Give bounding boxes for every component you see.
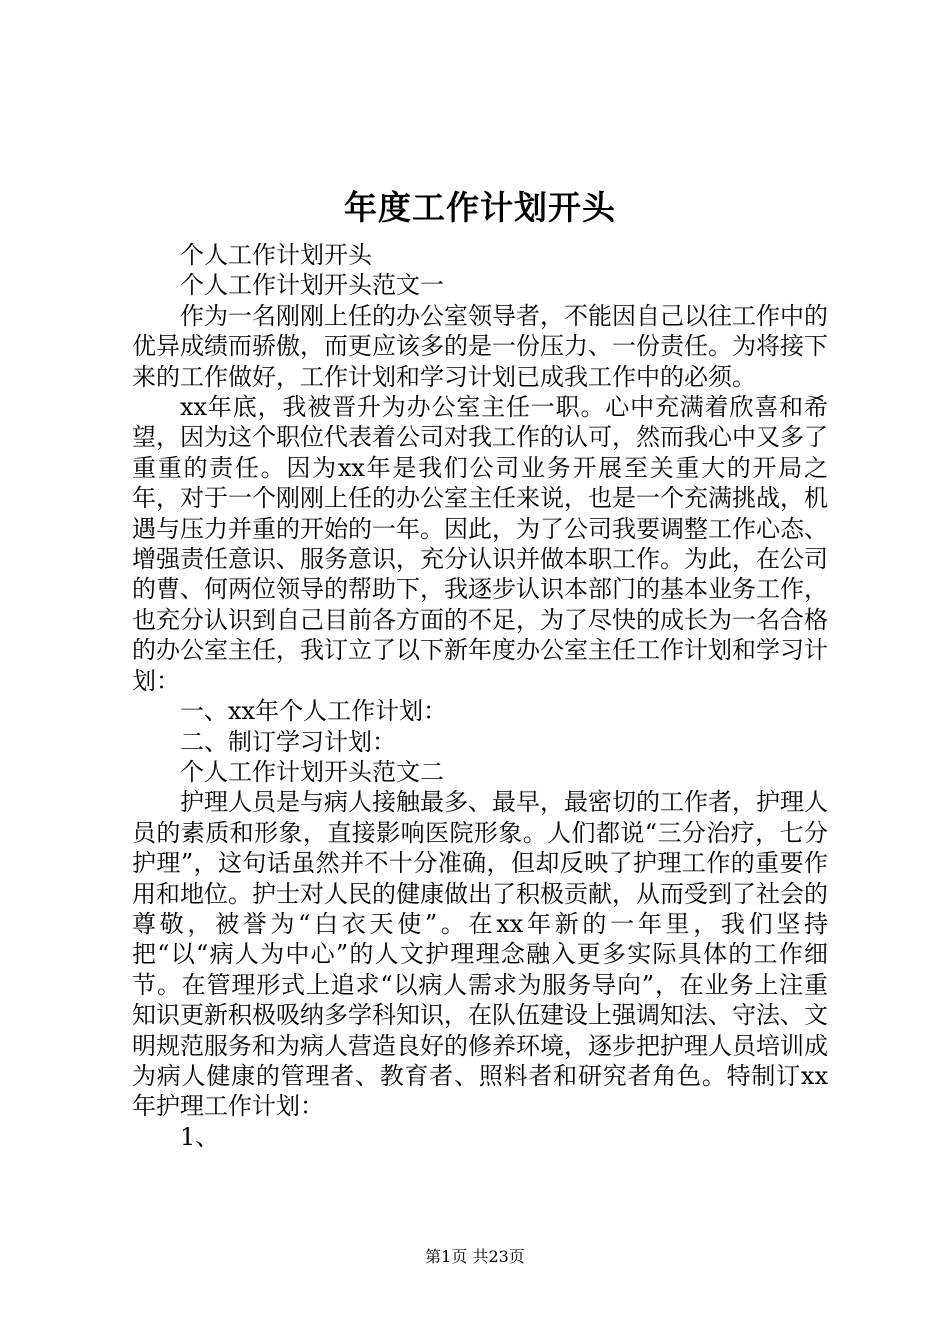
document-title: 年度工作计划开头 (344, 188, 616, 227)
list-item: 1、 (180, 1122, 220, 1151)
heading-line: 个人工作计划开头 (180, 241, 372, 269)
sample-heading: 个人工作计划开头范文二 (180, 757, 444, 786)
document-page (132, 178, 828, 1152)
sample-heading: 个人工作计划开头范文一 (180, 271, 444, 300)
list-item: 一、xx年个人工作计划： (180, 697, 448, 726)
body-paragraph: xx年底，我被晋升为办公室主任一职。心中充满着欣喜和希望，因为这个职位代表着公司对我工作的认可，然而我心中又多了重重的责任。因为xx年是我们公司业务开展至关重大的开局之年，对于一个刚刚上任的办公室主任来说，也是一个充满挑战，机遇与压力并重的开始的一年。因此，为了公司我要调整工作心态、增强责任意识、服务意识，充分认识并做本职工作。为此，在公司的曹、何两位领导的帮助下，我逐步认识本部门的基本业务工作，也充分认识到自己目前各方面的不足，为了尽快的成长为一名合格的办公室主任，我订立了以下新年度办公室主任工作计划和学习计划： (132, 393, 828, 695)
page-footer: 第1页 共23页 (425, 1247, 525, 1266)
body-paragraph: 作为一名刚刚上任的办公室领导者，不能因自己以往工作中的优异成绩而骄傲，而更应该多的是一份压力、一份责任。为将接下来的工作做好，工作计划和学习计划已成我工作中的必须。 (132, 301, 828, 391)
body-paragraph: 护理人员是与病人接触最多、最早，最密切的工作者，护理人员的素质和形象，直接影响医院形象。人们都说“三分治疗，七分护理”，这句话虽然并不十分准确，但却反映了护理工作的重要作用和地位。护士对人民的健康做出了积极贡献，从而受到了社会的尊敬，被誉为“白衣天使”。在xx年新的一年里，我们坚持把“以“病人为中心”的人文护理理念融入更多实际具体的工作细节。在管理形式上追求“以病人需求为服务导向”，在业务上注重知识更新积极吸纳多学科知识，在队伍建设上强调知法、守法、文明规范服务和为病人营造良好的修养环境，逐步把护理人员培训成为病人健康的管理者、教育者、照料者和研究者角色。特制订xx年护理工作计划： (132, 788, 828, 1121)
list-item: 二、制订学习计划： (180, 727, 396, 756)
